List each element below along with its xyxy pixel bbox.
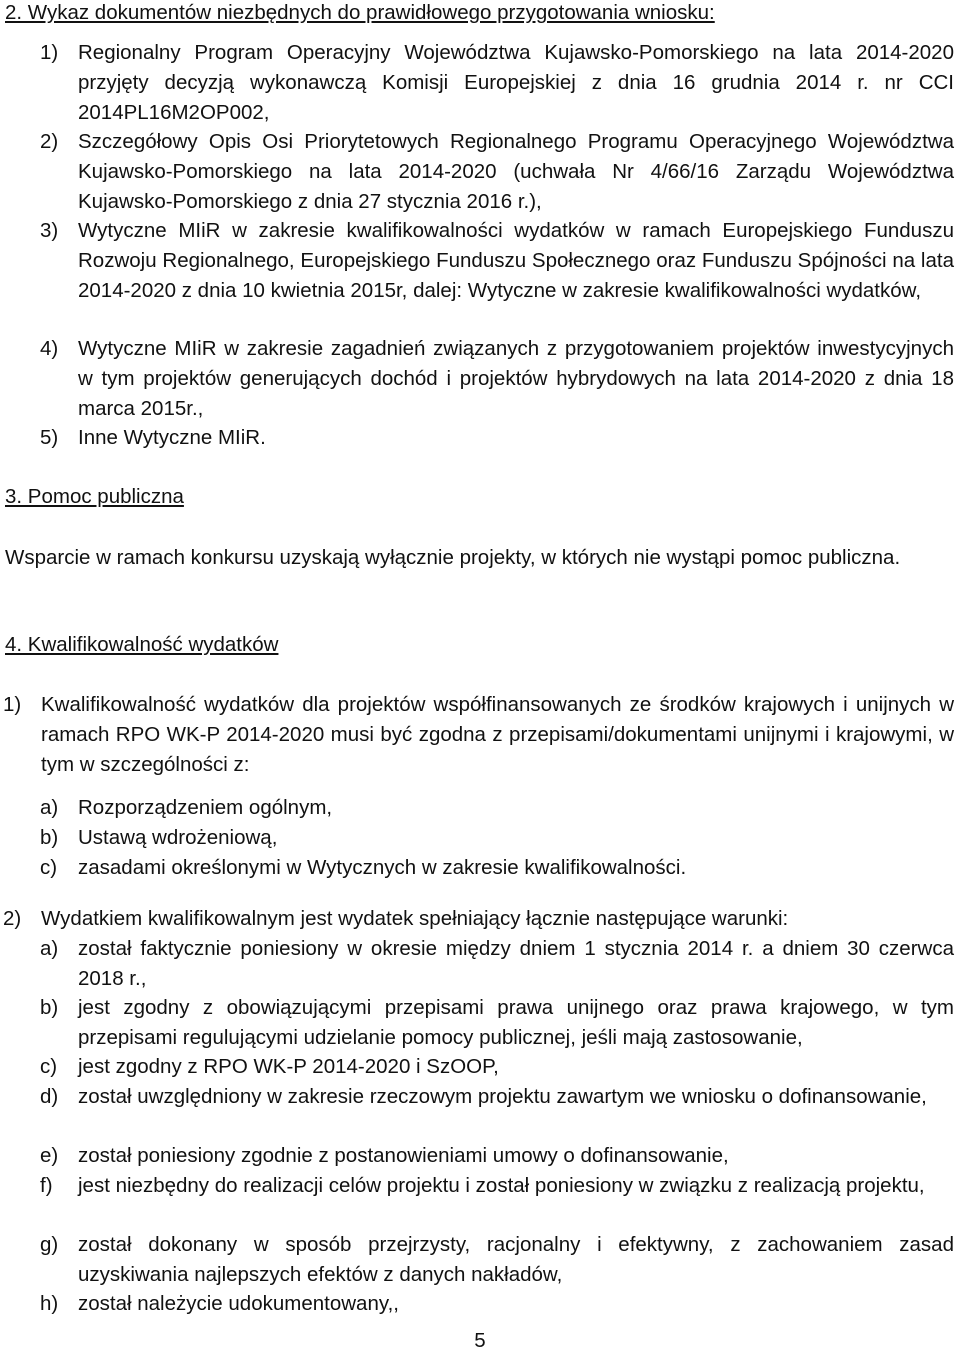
list-item-text: Wytyczne MIiR w zakresie kwalifikowalności wydatków w ramach Europejskiego Funduszu Rozwoju Regionalnego, Europejskiego Funduszu Społecznego oraz Funduszu Spójności na lata 2014-2020 z dnia 10 kwietnia 2015r, dalej: Wytyczne w zakresie kwalifikowalności wydatków, [78, 219, 954, 302]
list-item-text: Szczegółowy Opis Osi Priorytetowych Regionalnego Programu Operacyjnego Województwa Kujawsko-Pomorskiego na lata 2014-2020 (uchwała Nr 4/66/16 Zarządu Województwa Kujawsko-Pomorskiego z dnia 27 stycznia 2016 r.), [78, 130, 954, 213]
section-4-heading: 4. Kwalifikowalność wydatków [5, 633, 279, 656]
list-item-text: Wydatkiem kwalifikowalnym jest wydatek spełniający łącznie następujące warunki: [41, 907, 789, 930]
list-marker: e) [40, 1144, 59, 1167]
list-marker: h) [40, 1292, 59, 1315]
list-marker: 3) [40, 219, 59, 242]
condition-item-g [40, 1230, 954, 1290]
doc-list-item-2 [40, 127, 954, 217]
doc-list-item-5 [40, 423, 954, 453]
eligibility-point-1 [3, 690, 954, 780]
list-item-text: Inne Wytyczne MIiR. [78, 426, 266, 449]
list-item-text: Wytyczne MIiR w zakresie zagadnień związanych z przygotowaniem projektów inwestycyjnych w tym projektów generujących dochód i projektów hybrydowych na lata 2014-2020 z dnia 18 marca 2015r., [78, 337, 954, 420]
list-marker: 4) [40, 337, 59, 360]
doc-list-item-4 [40, 334, 954, 424]
condition-item-e [40, 1141, 954, 1171]
list-item-text: Kwalifikowalność wydatków dla projektów współfinansowanych ze środków krajowych i unijnych w ramach RPO WK-P 2014-2020 musi być zgodna z przepisami/dokumentami unijnymi i krajowymi, w tym w szczególności z: [41, 693, 954, 776]
list-item-text: został dokonany w sposób przejrzysty, racjonalny i efektywny, z zachowaniem zasad uzyskiwania najlepszych efektów z danych nakładów, [78, 1233, 954, 1286]
list-marker: d) [40, 1085, 59, 1108]
list-item-text: jest zgodny z RPO WK-P 2014-2020 i SzOOP, [78, 1055, 499, 1078]
eligibility-subitem-1a [40, 793, 954, 823]
list-marker: a) [40, 796, 59, 819]
list-marker: f) [40, 1174, 53, 1197]
list-item-text: został należycie udokumentowany,, [78, 1292, 399, 1315]
list-marker: 1) [40, 41, 59, 64]
list-item-text: Rozporządzeniem ogólnym, [78, 796, 333, 819]
eligibility-point-2 [3, 904, 954, 934]
list-item-text: zasadami określonymi w Wytycznych w zakresie kwalifikowalności. [78, 856, 687, 879]
section-3-heading: 3. Pomoc publiczna [5, 485, 184, 508]
list-item-text: został faktycznie poniesiony w okresie między dniem 1 stycznia 2014 r. a dniem 30 czerwca 2018 r., [78, 937, 954, 990]
condition-item-d [40, 1082, 954, 1112]
list-marker: 1) [3, 693, 22, 716]
eligibility-subitem-1b [40, 823, 954, 853]
list-marker: a) [40, 937, 59, 960]
list-marker: b) [40, 996, 59, 1019]
list-item-text: jest zgodny z obowiązującymi przepisami prawa unijnego oraz prawa krajowego, w tym przepisami regulującymi udzielanie pomocy publicznej, jeśli mają zastosowanie, [78, 996, 954, 1049]
page-number: 5 [474, 1329, 486, 1352]
section-2-heading: 2. Wykaz dokumentów niezbędnych do prawidłowego przygotowania wniosku: [5, 1, 715, 24]
condition-item-f [40, 1171, 954, 1201]
list-marker: 2) [3, 907, 22, 930]
list-item-text: został poniesiony zgodnie z postanowieniami umowy o dofinansowanie, [78, 1144, 729, 1167]
eligibility-subitem-1c [40, 853, 954, 883]
list-marker: 2) [40, 130, 59, 153]
condition-item-h [40, 1289, 954, 1319]
condition-item-a [40, 934, 954, 994]
list-item-text: został uwzględniony w zakresie rzeczowym projektu zawartym we wniosku o dofinansowanie, [78, 1085, 927, 1108]
list-marker: b) [40, 826, 59, 849]
doc-list-item-1 [40, 38, 954, 128]
list-item-text: jest niezbędny do realizacji celów projektu i został poniesiony w związku z realizacją projektu, [78, 1174, 925, 1197]
list-marker: c) [40, 856, 58, 879]
list-marker: 5) [40, 426, 59, 449]
list-item-text: Regionalny Program Operacyjny Województwa Kujawsko-Pomorskiego na lata 2014-2020 przyjęty decyzją wykonawczą Komisji Europejskiej z dnia 16 grudnia 2014 r. nr CCI 2014PL16M2OP002, [78, 41, 954, 124]
list-marker: c) [40, 1055, 58, 1078]
condition-item-b [40, 993, 954, 1053]
condition-item-c [40, 1052, 954, 1082]
list-item-text: Ustawą wdrożeniową, [78, 826, 278, 849]
doc-list-item-3 [40, 216, 954, 306]
section-3-paragraph: Wsparcie w ramach konkursu uzyskają wyłącznie projekty, w których nie wystąpi pomoc publiczna. [5, 546, 901, 569]
list-marker: g) [40, 1233, 59, 1256]
